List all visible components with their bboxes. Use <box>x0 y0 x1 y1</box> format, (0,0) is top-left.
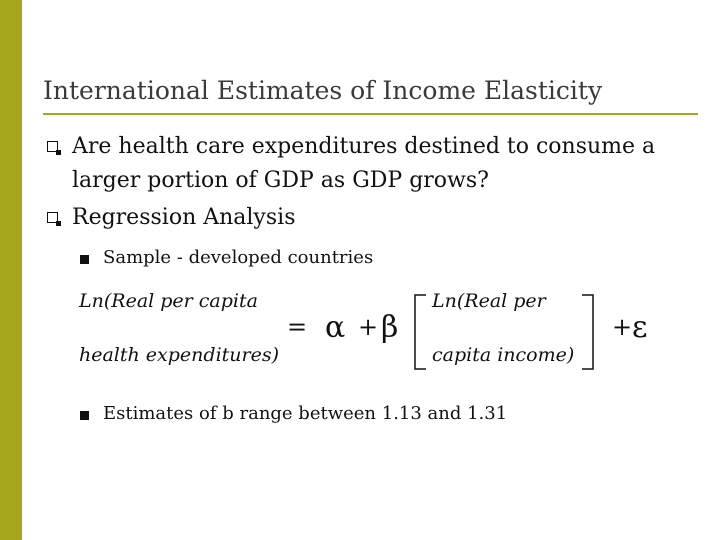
beta-symbol: β <box>381 310 399 345</box>
left-bracket-icon <box>412 293 428 371</box>
equals-sign: = <box>287 313 308 341</box>
sub-bullet-1-text: Sample - developed countries <box>103 247 374 268</box>
equation-lhs-line-2: health expenditures) <box>79 344 280 366</box>
bullet-1-line-1: Are health care expenditures destined to consume a <box>72 134 656 159</box>
title-divider <box>43 113 698 115</box>
equation-rhs-line-2: capita income) <box>432 344 575 366</box>
sub-bullet-2-text: Estimates of b range between 1.13 and 1.31 <box>103 403 508 424</box>
square-bullet-icon <box>80 411 89 420</box>
bullet-2-text: Regression Analysis <box>72 205 296 230</box>
slide-title: International Estimates of Income Elasticity <box>43 76 603 105</box>
accent-bar <box>0 0 22 540</box>
right-bracket-icon <box>580 293 596 371</box>
hollow-square-bullet-icon <box>47 141 58 152</box>
equation-lhs-line-1: Ln(Real per capita <box>79 290 258 312</box>
hollow-square-bullet-icon <box>47 212 58 223</box>
alpha-symbol: α <box>325 310 346 345</box>
plus-sign: + <box>358 313 379 341</box>
epsilon-symbol: ε <box>632 310 648 345</box>
plus-sign-2: + <box>612 313 633 341</box>
equation-rhs-line-1: Ln(Real per <box>432 290 546 312</box>
bullet-1-line-2: larger portion of GDP as GDP grows? <box>72 168 489 193</box>
square-bullet-icon <box>80 255 89 264</box>
